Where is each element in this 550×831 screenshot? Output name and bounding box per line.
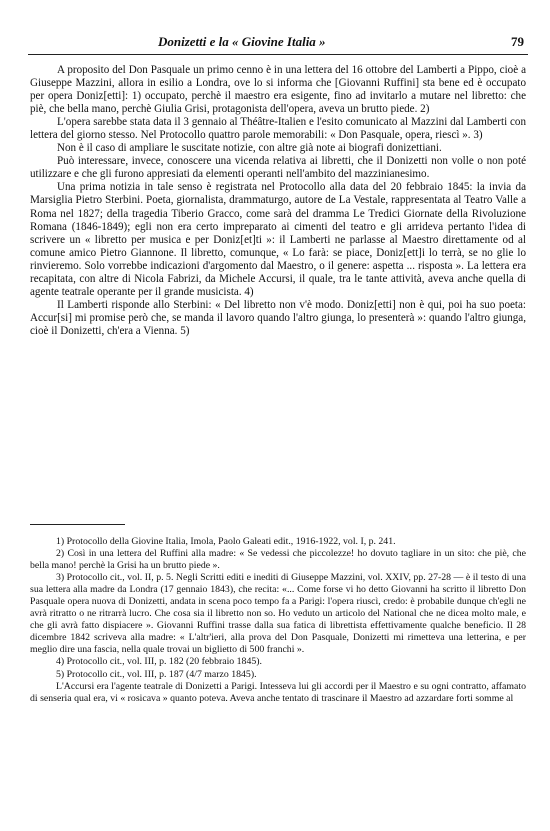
- footnotes: [30, 536, 526, 705]
- body-paragraph: L'opera sarebbe stata data il 3 gennaio al Théâtre-Italien e l'esito comunicato al Mazzini dal Lamberti con lettera del giorno stesso. Nel Protocollo quattro parole memorabili: « Don Pasquale, opera, riescì ». 3): [30, 116, 526, 142]
- body-paragraph: Il Lamberti risponde allo Sterbini: « Del libretto non v'è modo. Doniz[etti] non è qui, poi ha suo poeta: Accur[si] mi promise però che, se manda il lavoro quando l'altro giunga, lo presenterà »: quando l'altro giunga, cioè il Donizetti, ch'era a Vienna. 5): [30, 298, 526, 337]
- body-paragraph: Non è il caso di ampliare le suscitate notizie, con altre già note ai biografi donizettiani.: [57, 142, 442, 155]
- footnote: 3) Protocollo cit., vol. II, p. 5. Negli Scritti editi e inediti di Giuseppe Mazzini, vol. XXIV, pp. 27-28 — è il testo di una sua lettera alla madre da Londra (17 gennaio 1843), che recita: «... Come forse vi ho detto Giovanni ha scritto il libretto Don Pasquale opera nuova di Donizetti, andata in scena poco tempo fa a Parigi: l'opera riuscì, credo: è probabile dunque ch'egli ne avrà ritratto o ne ritrarrà lucro. Che cosa sia il libretto non so. Ho veduto un articolo del National che ne dicea molto male, e che gli avrà fatto dispiacere ». Giovanni Ruffini trasse dalla sua fatica di librettista effettivamente qualche beneficio. Il 28 dicembre 1842 scriveva alla madre: « L'altr'ieri, alla prova del Don Pasquale, Donizetti mi rimetteva una letterina, e per meglio dire una fascia, nella quale trovai un biglietto di 500 franchi ».: [30, 572, 526, 656]
- footnote: 2) Così in una lettera del Ruffini alla madre: « Se vedessi che piccolezze! ho dovuto tagliare in un sito: che piè, che bella mano! perchè la Grisi ha un brutto piede ».: [30, 548, 526, 572]
- main-text: [30, 64, 526, 338]
- footnote: L'Accursi era l'agente teatrale di Donizetti a Parigi. Intesseva lui gli accordi per il Maestro e su ogni contratto, affamato di senseria qual era, vi « rosicava » quanto poteva. Aveva anche tentato di trascinare il Maestro ad azzardare forti somme al: [30, 680, 526, 704]
- footnote-divider: [30, 524, 125, 525]
- body-paragraph: Può interessare, invece, conoscere una vicenda relativa ai libretti, che il Donizetti non volle o non poté utilizzare e che gli furono appresiati da elementi operanti nell'ambito del mazzinianesimo.: [30, 155, 526, 181]
- page-number: 79: [511, 34, 524, 49]
- body-paragraph: Una prima notizia in tale senso è registrata nel Protocollo alla data del 20 febbraio 1845: la invia da Marsiglia Pietro Sterbini. Poeta, giornalista, drammaturgo, autore de La Vestale, rappresentata al Teatro Valle a Roma nel 1827; della tragedia Tiberio Gracco, come sarà del dramma Le Tredici Giornate della Rivoluzione Romana (1846-1849); egli non era certo impreparato ai cimenti del teatro e gli arrideva pertanto l'idea di scrivere un « libretto per musica e per Doniz[et]ti »: il Lamberti ne parlasse al Maestro direttamente od al comune amico Pietro Giannone. Il libretto, comunque, « Lo farà: se piace, Doniz[ett]i lo terrà, se no glie lo rinvieremo. Solo vorrebbe indicazioni d'argomento dal Maestro, o il genere: aspetta ... risposta ». La lettera era recapitata, con altre di Nicola Fabrizi, da Michele Accursi, il quale, tra le tante attività, aveva anche quella di agente teatrale operante per il grande musicista. 4): [30, 181, 526, 298]
- body-paragraph: A proposito del Don Pasquale un primo cenno è in una lettera del 16 ottobre del Lamberti a Pippo, cioè a Giuseppe Mazzini, allora in esilio a Londra, ove lo si informa che [Giovanni Ruffini] sta bene ed è occupato per opera Doniz[etti]: 1) occupato, perchè il maestro era esigente, fino ad invitarlo a mutare nel libretto: che piè, che bella mano, perchè Giulia Grisi, protagonista dell'opera, aveva un brutto piede. 2): [30, 64, 526, 116]
- footnote: 5) Protocollo cit., vol. III, p. 187 (4/7 marzo 1845).: [56, 668, 257, 680]
- page-header: [28, 34, 528, 55]
- footnote: 4) Protocollo cit., vol. III, p. 182 (20 febbraio 1845).: [56, 656, 262, 668]
- running-title: Donizetti e la « Giovine Italia »: [158, 34, 326, 49]
- footnote: 1) Protocollo della Giovine Italia, Imola, Paolo Galeati edit., 1916-1922, vol. I, p. 241.: [56, 536, 396, 547]
